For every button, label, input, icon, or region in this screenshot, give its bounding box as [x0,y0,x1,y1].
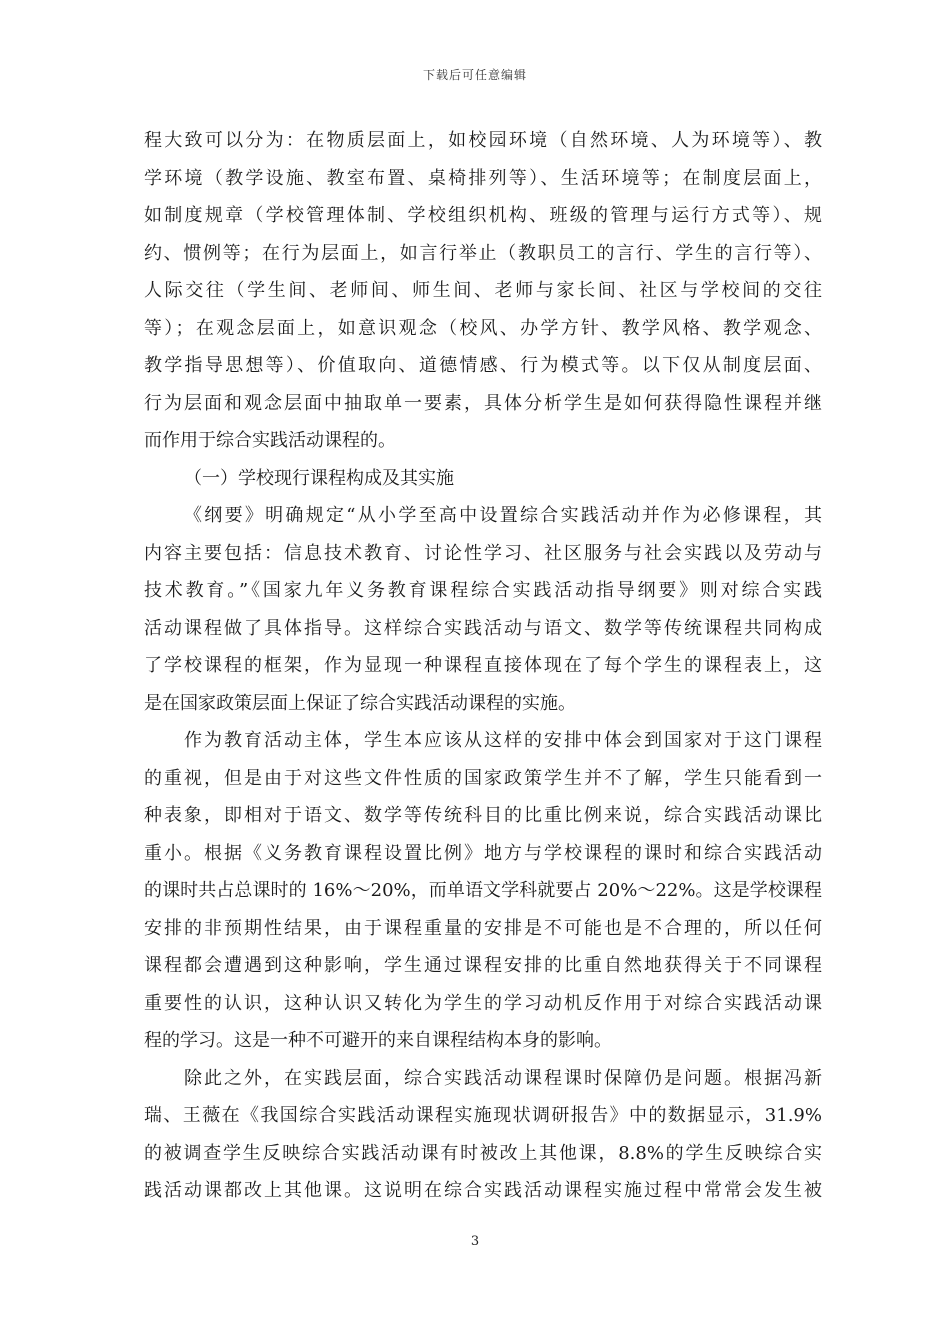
body-line: 等）；在观念层面上，如意识观念（校风、办学方针、教学风格、教学观念、 [144,317,822,339]
body-line: 践活动课都改上其他课。这说明在综合实践活动课程实施过程中常常会发生被 [144,1180,822,1201]
body-line: 人际交往（学生间、老师间、师生间、老师与家长间、社区与学校间的交往 [144,280,822,301]
body-line: 行为层面和观念层面中抽取单一要素，具体分析学生是如何获得隐性课程并继 [144,392,822,414]
body-line: 如制度规章（学校管理体制、学校组织机构、班级的管理与运行方式等）、规 [144,205,822,226]
page-number: 3 [470,1234,480,1249]
body-line: 程大致可以分为：在物质层面上，如校园环境（自然环境、人为环境等）、教 [144,130,822,151]
body-line: 活动课程做了具体指导。这样综合实践活动与语文、数学等传统课程共同构成 [144,617,822,639]
body-line: 安排的非预期性结果，由于课程重量的安排是不可能也是不合理的，所以任何 [144,917,822,939]
body-line: 而作用于综合实践活动课程的。 [144,430,396,451]
body-line: 重要性的认识，这种认识又转化为学生的学习动机反作用于对综合实践活动课 [144,992,822,1014]
body-line: 课程都会遭遇到这种影响，学生通过课程安排的比重自然地获得关于不同课程 [144,955,822,976]
page-header: 下载后可任意编辑 [422,68,527,82]
body-line: 除此之外，在实践层面，综合实践活动课程课时保障仍是问题。根据冯新 [184,1067,822,1089]
body-line: 学环境（教学设施、教室布置、桌椅排列等）、生活环境等；在制度层面上， [144,167,822,189]
document-body [144,122,822,1210]
body-line: 是在国家政策层面上保证了综合实践活动课程的实施。 [144,692,576,714]
body-line: 瑞、王薇在《我国综合实践活动课程实施现状调研报告》中的数据显示，31.9% [144,1105,822,1126]
body-line: 的被调查学生反映综合实践活动课有时被改上其他课，8.8%的学生反映综合实 [144,1142,822,1164]
body-line: 约、惯例等；在行为层面上，如言行举止（教职员工的言行、学生的言行等）、 [144,242,822,264]
body-line: 《纲要》明确规定“从小学至高中设置综合实践活动并作为必修课程，其 [184,505,822,526]
body-line: 的课时共占总课时的 16%～20%，而单语文学科就要占 20%～22%。这是学校课程 [144,880,822,901]
body-line: 技术教育。”《国家九年义务教育课程综合实践活动指导纲要》则对综合实践 [144,580,822,601]
body-line: 内容主要包括：信息技术教育、讨论性学习、社区服务与社会实践以及劳动与 [144,542,822,564]
body-line: 作为教育活动主体，学生本应该从这样的安排中体会到国家对于这门课程 [184,730,822,751]
body-line: 程的学习。这是一种不可避开的来自课程结构本身的影响。 [144,1030,612,1051]
section-heading: （一）学校现行课程构成及其实施 [184,467,454,489]
body-line: 的重视，但是由于对这些文件性质的国家政策学生并不了解，学生只能看到一 [144,767,822,789]
body-line: 教学指导思想等）、价值取向、道德情感、行为模式等。以下仅从制度层面、 [144,355,822,376]
body-line: 了学校课程的框架，作为显现一种课程直接体现在了每个学生的课程表上，这 [144,655,822,676]
body-line: 种表象，即相对于语文、数学等传统科目的比重比例来说，综合实践活动课比 [144,805,822,826]
body-line: 重小。根据《义务教育课程设置比例》地方与学校课程的课时和综合实践活动 [144,842,822,864]
